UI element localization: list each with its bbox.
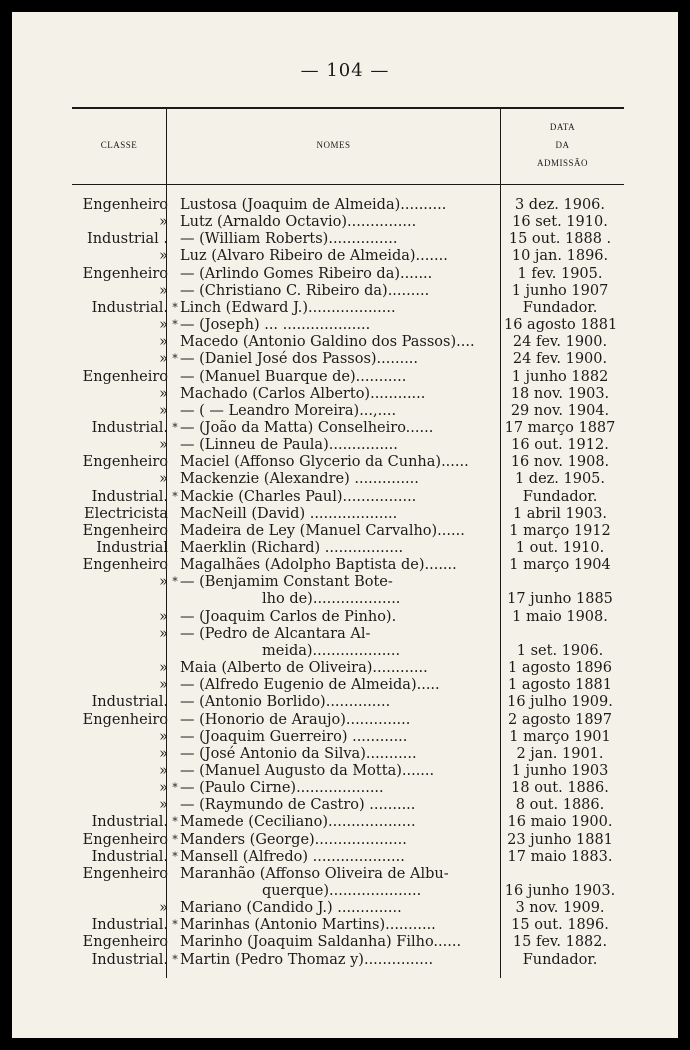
founder-mark: * [172, 849, 178, 863]
member-classe: Industrial [96, 540, 168, 556]
admission-date: 23 junho 1881 [507, 831, 613, 848]
member-name: Manders (George).................... [180, 831, 407, 848]
founder-mark: * [172, 352, 178, 366]
admission-date: 1 agosto 1896 [508, 660, 612, 677]
admission-date: 16 maio 1900. [507, 814, 613, 831]
member-name: — (João da Matta) Conselheiro...... [180, 419, 434, 436]
member-classe: » [159, 248, 168, 265]
member-classe: » [159, 780, 168, 797]
member-name: Machado (Carlos Alberto)............ [180, 385, 426, 402]
member-name: Maciel (Affonso Glycerio da Cunha)...... [180, 454, 469, 471]
admission-date: 1 set. 1906. [516, 642, 604, 659]
member-name: Mackenzie (Alexandre) .............. [180, 471, 419, 488]
member-classe: » [159, 437, 168, 454]
member-name: Marinhas (Antonio Martins)........... [180, 917, 436, 934]
admission-date: 1 dez. 1905. [514, 471, 606, 488]
admission-date: 3 dez. 1906. [514, 197, 606, 213]
admission-date: 1 fev. 1905. [517, 265, 603, 282]
member-name: — (Joseph) ... ................... [180, 317, 371, 334]
admission-date: Fundador. [522, 951, 598, 968]
member-name: — (Linneu de Paula)............... [180, 437, 398, 454]
founder-mark: * [172, 781, 178, 795]
founder-mark: * [172, 832, 178, 846]
header-data-2: DA [555, 140, 570, 150]
member-classe: » [159, 282, 168, 299]
member-classe: Electricista [84, 505, 168, 522]
member-name: Magalhães (Adolpho Baptista de)....... [180, 557, 457, 574]
member-classe: » [159, 660, 168, 677]
admission-date: 18 nov. 1903. [510, 385, 610, 402]
founder-mark: * [172, 318, 178, 332]
admission-date: 29 nov. 1904. [510, 402, 610, 419]
admission-date: 1 junho 1903 [511, 762, 609, 779]
member-name: — (Pedro de Alcantara Al- [180, 625, 371, 642]
member-name: Mamede (Ceciliano)................... [180, 814, 416, 831]
member-classe: Engenheiro [82, 557, 168, 574]
member-name: Mackie (Charles Paul)................ [180, 488, 417, 505]
member-name: — (Manuel Buarque de)........... [180, 368, 407, 385]
member-classe: Industrial. [91, 814, 168, 831]
admission-date: 1 out. 1910. [515, 540, 605, 556]
member-name: — (José Antonio da Silva)........... [180, 745, 417, 762]
header-nomes: NOMES [316, 140, 351, 150]
member-name: MacNeill (David) ................... [180, 505, 398, 522]
member-classe: » [159, 351, 168, 368]
admission-date: 16 set. 1910. [512, 214, 608, 231]
member-name: Mansell (Alfredo) .................... [180, 848, 405, 865]
admission-date: 2 jan. 1901. [516, 745, 604, 762]
member-classe: Engenheiro [82, 934, 168, 951]
admission-date: 16 nov. 1908. [510, 454, 610, 471]
admission-date: 10 jan. 1896. [511, 248, 609, 265]
book-page [12, 12, 678, 1038]
member-name: Luz (Alvaro Ribeiro de Almeida)....... [180, 248, 448, 265]
member-classe: Engenheiro [82, 454, 168, 471]
member-classe: Industrial . [86, 231, 168, 248]
member-classe: Engenheiro [82, 522, 168, 539]
member-name: — (Joaquim Guerreiro) ............ [180, 728, 408, 745]
founder-mark: * [172, 489, 178, 503]
member-classe: » [159, 317, 168, 334]
member-name: Macedo (Antonio Galdino dos Passos).... [180, 334, 475, 351]
member-name: Maia (Alberto de Oliveira)............ [180, 660, 428, 677]
member-classe: Engenheiro [82, 265, 168, 282]
member-name: — (William Roberts)............... [180, 231, 398, 248]
member-classe: » [159, 900, 168, 917]
member-classe: » [159, 625, 168, 642]
member-name: Madeira de Ley (Manuel Carvalho)...... [180, 522, 465, 539]
member-classe: Industrial. [91, 848, 168, 865]
founder-mark: * [172, 918, 178, 932]
list-item [12, 950, 678, 970]
member-classe: » [159, 471, 168, 488]
admission-date: 1 junho 1907 [511, 282, 609, 299]
founder-mark: * [172, 300, 178, 314]
header-data-3: ADMISSÃO [536, 158, 588, 168]
header-classe: CLASSE [100, 140, 138, 150]
member-classe: Engenheiro [82, 865, 168, 882]
admission-date: 17 março 1887 [504, 419, 616, 436]
member-classe: » [159, 385, 168, 402]
member-classe: Engenheiro [82, 711, 168, 728]
admission-date: 16 out. 1912. [511, 437, 609, 454]
member-name: Lustosa (Joaquim de Almeida).......... [180, 197, 447, 213]
member-name: — ( — Leandro Moreira)...,.... [180, 402, 397, 419]
admission-date: 24 fev. 1900. [512, 351, 608, 368]
header-top-rule [72, 107, 624, 109]
admission-date: 8 out. 1886. [515, 797, 605, 814]
member-classe: Engenheiro [82, 368, 168, 385]
admission-date: 17 maio 1883. [507, 848, 613, 865]
member-name: — (Paulo Cirne)................... [180, 780, 384, 797]
member-name: Marinho (Joaquim Saldanha) Filho...... [180, 934, 462, 951]
member-name: — (Christiano C. Ribeiro da)......... [180, 282, 430, 299]
admission-date: 16 agosto 1881 [504, 317, 618, 334]
member-classe: Engenheiro [82, 831, 168, 848]
member-name: — (Manuel Augusto da Motta)....... [180, 762, 435, 779]
founder-mark: * [172, 575, 178, 589]
member-name: — (Arlindo Gomes Ribeiro da)....... [180, 265, 433, 282]
member-name: Lutz (Arnaldo Octavio)............... [180, 214, 417, 231]
admission-date: 2 agosto 1897 [508, 711, 612, 728]
admission-date: 1 março 1904 [509, 557, 611, 574]
member-name: — (Daniel José dos Passos)......... [180, 351, 419, 368]
member-name: — (Raymundo de Castro) .......... [180, 797, 416, 814]
admission-date: 15 fev. 1882. [512, 934, 608, 951]
member-name: — (Antonio Borlido).............. [180, 694, 391, 711]
member-name: Mariano (Candido J.) .............. [180, 900, 402, 917]
admission-date: 1 junho 1882 [511, 368, 609, 385]
admission-date: 24 fev. 1900. [512, 334, 608, 351]
member-classe: Industrial. [91, 694, 168, 711]
header-data-1: DATA [549, 122, 576, 132]
member-name: querque).................... [262, 883, 422, 899]
admission-date: 3 nov. 1909. [515, 900, 605, 917]
admission-date: 1 março 1912 [509, 522, 611, 539]
admission-date: 1 maio 1908. [512, 608, 608, 625]
header-bottom-rule [72, 184, 624, 185]
member-name: Martin (Pedro Thomaz y)............... [180, 951, 434, 968]
admission-date: 16 julho 1909. [507, 694, 613, 711]
member-name: Linch (Edward J.)................... [180, 299, 396, 316]
admission-date: 1 abril 1903. [512, 505, 608, 522]
member-name: — (Honorio de Araujo).............. [180, 711, 411, 728]
member-classe: » [159, 402, 168, 419]
member-classe: » [159, 214, 168, 231]
admission-date: 16 junho 1903. [504, 883, 616, 899]
member-name: Maranhão (Affonso Oliveira de Albu- [180, 865, 449, 882]
member-classe: Industrial. [91, 299, 168, 316]
member-classe: » [159, 677, 168, 694]
member-classe: » [159, 334, 168, 351]
admission-date: 1 agosto 1881 [508, 677, 612, 694]
member-classe: » [159, 797, 168, 814]
admission-date: 1 março 1901 [509, 728, 611, 745]
member-classe: » [159, 574, 168, 591]
member-classe: » [159, 728, 168, 745]
member-classe: » [159, 762, 168, 779]
admission-date: 15 out. 1888 . [508, 231, 612, 248]
member-classe: Industrial. [91, 488, 168, 505]
member-classe: Industrial. [91, 419, 168, 436]
member-name: — (Joaquim Carlos de Pinho). [180, 608, 397, 625]
admission-date: 15 out. 1896. [511, 917, 609, 934]
member-name: — (Benjamim Constant Bote- [180, 574, 393, 591]
member-name: Maerklin (Richard) ................. [180, 540, 404, 556]
member-name: meida)................... [262, 642, 401, 659]
member-classe: » [159, 608, 168, 625]
member-classe: Industrial. [91, 951, 168, 968]
admission-date: Fundador. [522, 299, 598, 316]
member-classe: Industrial. [91, 917, 168, 934]
admission-date: Fundador. [522, 488, 598, 505]
admission-date: 18 out. 1886. [511, 780, 609, 797]
member-classe: Engenheiro [82, 197, 168, 213]
founder-mark: * [172, 420, 178, 434]
admission-date: 17 junho 1885 [507, 591, 613, 608]
page-number: — 104 — [300, 60, 390, 81]
founder-mark: * [172, 952, 178, 966]
member-classe: » [159, 745, 168, 762]
founder-mark: * [172, 815, 178, 829]
member-name: — (Alfredo Eugenio de Almeida)..... [180, 677, 440, 694]
member-name: lho de)................... [262, 591, 401, 608]
